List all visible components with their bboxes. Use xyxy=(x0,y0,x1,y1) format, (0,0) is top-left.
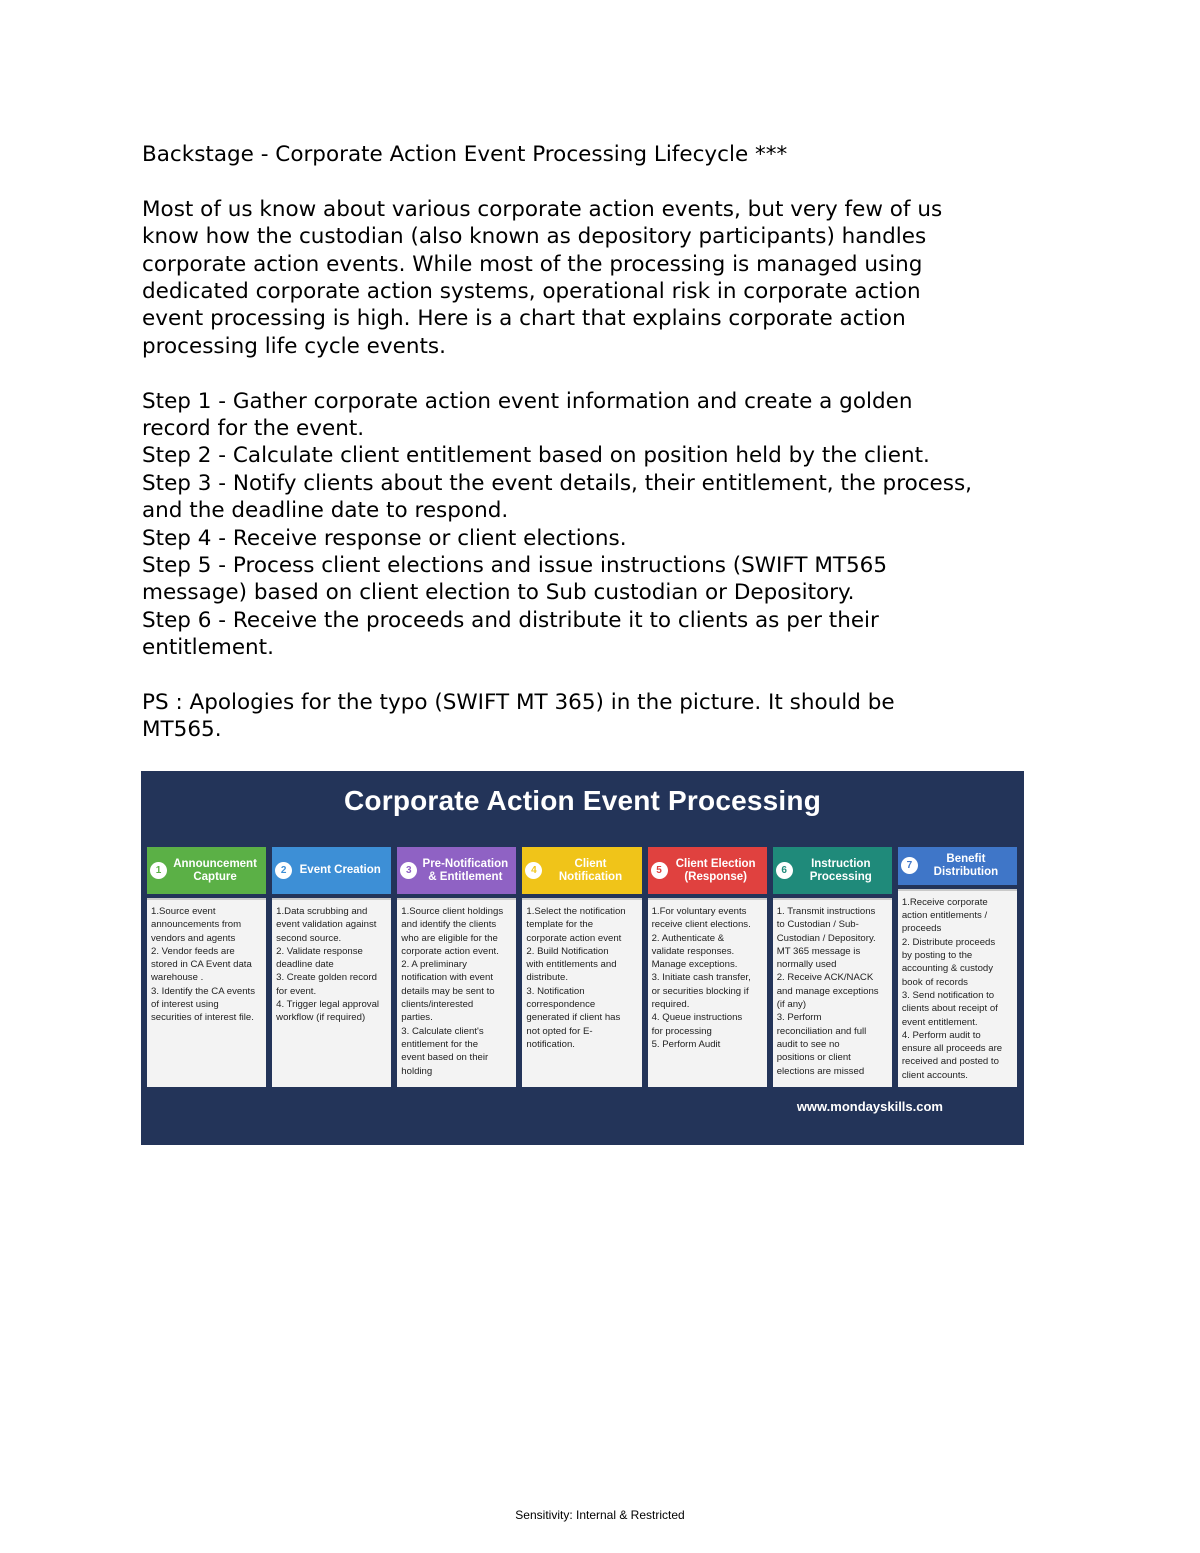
ps-line: PS : Apologies for the typo (SWIFT MT 365) in the picture. It should be xyxy=(142,690,895,716)
process-step-body xyxy=(397,898,516,1087)
process-step-header xyxy=(522,847,641,894)
process-step-header xyxy=(648,847,767,894)
step-number-badge: 1 xyxy=(150,862,167,879)
process-step-title: Client Election (Response) xyxy=(675,857,756,883)
process-step-body xyxy=(147,898,266,1087)
process-step-title: Benefit Distribution xyxy=(933,852,999,878)
intro-line: Most of us know about various corporate action events, but very few of us xyxy=(142,196,943,222)
step-line: Step 1 - Gather corporate action event information and create a golden xyxy=(142,388,913,414)
process-step-header xyxy=(397,847,516,894)
document-body xyxy=(142,141,1062,744)
sensitivity-footer: Sensitivity: Internal & Restricted xyxy=(515,1508,685,1522)
process-step-column xyxy=(522,847,641,1087)
process-step-column xyxy=(898,847,1017,1087)
process-step-title: Instruction Processing xyxy=(809,857,872,883)
process-step-body xyxy=(272,898,391,1087)
process-step-header xyxy=(147,847,266,894)
step-number-badge: 2 xyxy=(275,862,292,879)
step-line: Step 6 - Receive the proceeds and distribute it to clients as per their xyxy=(142,607,879,633)
process-step-body xyxy=(522,898,641,1087)
intro-line: know how the custodian (also known as depository participants) handles xyxy=(142,224,927,250)
process-step-body xyxy=(648,898,767,1087)
process-step-description: 1.Data scrubbing and event validation against second source. 2. Validate response deadline date 3. Create golden record for event. 4. Trigger legal approval workflow (if required) xyxy=(276,906,380,1024)
process-step-description: 1.Source client holdings and identify the clients who are eligible for the corporate action event. 2. A preliminary notification with event details may be sent to clients/interested parties. 3. Calculate client's entitlement for the event based on their holding xyxy=(401,906,504,1077)
process-step-column xyxy=(272,847,391,1087)
step-line: record for the event. xyxy=(142,416,365,442)
process-step-header xyxy=(898,847,1017,885)
step-number-badge: 6 xyxy=(776,862,793,879)
step-line: and the deadline date to respond. xyxy=(142,498,509,524)
corporate-action-infographic xyxy=(141,771,1024,1145)
process-step-column xyxy=(648,847,767,1087)
step-line: Step 4 - Receive response or client elections. xyxy=(142,525,627,551)
intro-line: event processing is high. Here is a chart that explains corporate action xyxy=(142,306,906,332)
process-step-title: Announcement Capture xyxy=(173,857,257,883)
process-step-description: 1.Select the notification template for the corporate action event 2. Build Notification with entitlements and distribute. 3. Notification correspondence generated if client has not opted for E- notification. xyxy=(526,906,626,1050)
document-title-line: Backstage - Corporate Action Event Processing Lifecycle *** xyxy=(142,142,788,167)
process-step-body xyxy=(773,898,892,1087)
process-step-title: Client Notification xyxy=(558,857,623,883)
step-number-badge: 5 xyxy=(651,862,668,879)
step-line: Step 5 - Process client elections and issue instructions (SWIFT MT565 xyxy=(142,553,888,579)
process-step-header xyxy=(773,847,892,894)
process-step-column xyxy=(773,847,892,1087)
process-step-header xyxy=(272,847,391,894)
infographic-url: www.mondayskills.com xyxy=(796,1099,943,1114)
step-number-badge: 7 xyxy=(901,857,918,874)
step-line: Step 2 - Calculate client entitlement based on position held by the client. xyxy=(142,443,930,469)
step-number-badge: 3 xyxy=(400,862,417,879)
process-step-description: 1.Receive corporate action entitlements / proceeds 2. Distribute proceeds by posting to the accounting & custody book of records 3. Send notification to clients about receipt of event entitlement. 4. Perform audit to ensure all proceeds are received and posted to client accounts. xyxy=(901,896,1003,1081)
intro-line: dedicated corporate action systems, operational risk in corporate action xyxy=(142,279,921,305)
step-number-badge: 4 xyxy=(525,862,542,879)
intro-line: corporate action events. While most of the processing is managed using xyxy=(142,251,923,277)
process-step-description: 1. Transmit instructions to Custodian / Sub- Custodian / Depository. MT 365 message is normally used 2. Receive ACK/NACK and manage exceptions (if any) 3. Perform reconciliation and full audit to see no positions or client elections are missed xyxy=(776,906,879,1077)
intro-line: processing life cycle events. xyxy=(142,333,446,359)
infographic-columns xyxy=(147,847,1017,1087)
step-line: Step 3 - Notify clients about the event details, their entitlement, the process, xyxy=(142,470,973,496)
process-step-column xyxy=(147,847,266,1087)
process-step-description: 1.For voluntary events receive client elections. 2. Authenticate & validate responses. Manage exceptions. 3. Initiate cash transfer, or securities blocking if required. 4. Queue instructions for processing 5. Perform Audit xyxy=(651,906,751,1050)
process-step-body xyxy=(898,889,1017,1087)
ps-line: MT565. xyxy=(142,717,222,743)
step-line: message) based on client election to Sub custodian or Depository. xyxy=(142,580,855,606)
process-step-title: Pre-Notification & Entitlement xyxy=(422,857,509,883)
step-line: entitlement. xyxy=(142,635,274,661)
infographic-title: Corporate Action Event Processing xyxy=(344,785,821,816)
process-step-title: Event Creation xyxy=(299,864,381,876)
process-step-column xyxy=(397,847,516,1087)
process-step-description: 1.Source event announcements from vendors and agents 2. Vendor feeds are stored in CA Event data warehouse . 3. Identify the CA events of interest using securities of interest file. xyxy=(151,906,255,1024)
